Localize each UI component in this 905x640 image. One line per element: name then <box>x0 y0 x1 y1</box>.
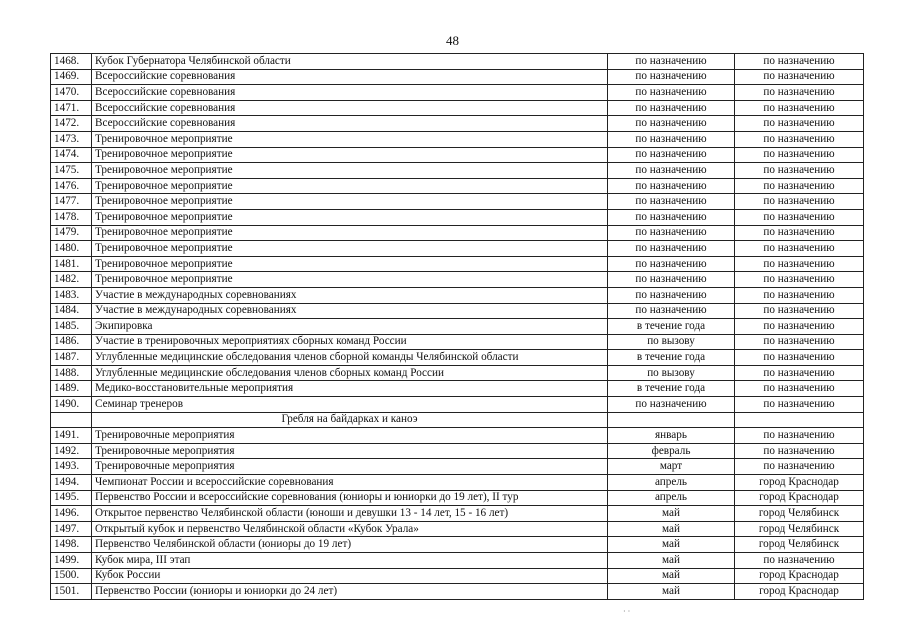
event-location: город Челябинск <box>735 506 864 522</box>
event-date: май <box>608 553 735 569</box>
event-name: Первенство России (юниоры и юниорки до 24 лет) <box>92 584 608 600</box>
event-name: Тренировочное мероприятие <box>92 209 608 225</box>
event-date: в течение года <box>608 350 735 366</box>
event-name: Всероссийские соревнования <box>92 85 608 101</box>
event-name: Экипировка <box>92 319 608 335</box>
event-location: город Краснодар <box>735 568 864 584</box>
table-row <box>51 334 864 350</box>
event-location: город Краснодар <box>735 490 864 506</box>
event-location: по назначению <box>735 241 864 257</box>
event-location: по назначению <box>735 163 864 179</box>
row-number: 1477. <box>51 194 92 210</box>
event-name: Семинар тренеров <box>92 397 608 413</box>
table-row <box>51 381 864 397</box>
event-location: город Челябинск <box>735 521 864 537</box>
event-date: апрель <box>608 490 735 506</box>
row-number: 1482. <box>51 272 92 288</box>
event-name: Всероссийские соревнования <box>92 100 608 116</box>
event-date: по назначению <box>608 303 735 319</box>
table-row <box>51 131 864 147</box>
table-row <box>51 287 864 303</box>
row-number: 1501. <box>51 584 92 600</box>
event-date: по назначению <box>608 85 735 101</box>
row-number: 1492. <box>51 443 92 459</box>
event-name: Углубленные медицинские обследования членов сборной команды Челябинской области <box>92 350 608 366</box>
event-name: Кубок России <box>92 568 608 584</box>
event-name: Тренировочные мероприятия <box>92 428 608 444</box>
row-number: 1481. <box>51 256 92 272</box>
row-number: 1487. <box>51 350 92 366</box>
table-row <box>51 350 864 366</box>
event-name: Углубленные медицинские обследования членов сборных команд России <box>92 365 608 381</box>
event-date: по назначению <box>608 163 735 179</box>
table-row <box>51 568 864 584</box>
scan-mark: · · <box>623 607 631 616</box>
event-date: май <box>608 584 735 600</box>
table-row <box>51 553 864 569</box>
event-name: Тренировочное мероприятие <box>92 131 608 147</box>
table-row <box>51 54 864 70</box>
page-number: 48 <box>446 33 459 48</box>
section-when-cell <box>608 412 735 428</box>
event-date: в течение года <box>608 381 735 397</box>
event-location: по назначению <box>735 116 864 132</box>
event-date: по назначению <box>608 54 735 70</box>
event-date: по назначению <box>608 147 735 163</box>
event-name: Открытое первенство Челябинской области (юноши и девушки 13 - 14 лет, 15 - 16 лет) <box>92 506 608 522</box>
event-name: Тренировочные мероприятия <box>92 443 608 459</box>
table-row <box>51 506 864 522</box>
row-number: 1490. <box>51 397 92 413</box>
event-location: по назначению <box>735 131 864 147</box>
event-date: февраль <box>608 443 735 459</box>
row-number: 1491. <box>51 428 92 444</box>
row-number: 1479. <box>51 225 92 241</box>
row-number: 1475. <box>51 163 92 179</box>
event-name: Первенство Челябинской области (юниоры до 19 лет) <box>92 537 608 553</box>
event-date: май <box>608 521 735 537</box>
table-row <box>51 537 864 553</box>
row-number: 1468. <box>51 54 92 70</box>
table-row <box>51 69 864 85</box>
event-date: по назначению <box>608 131 735 147</box>
event-date: май <box>608 568 735 584</box>
table-row <box>51 209 864 225</box>
event-name: Первенство России и всероссийские соревнования (юниоры и юниорки до 19 лет), II тур <box>92 490 608 506</box>
event-location: по назначению <box>735 225 864 241</box>
event-date: по назначению <box>608 241 735 257</box>
section-num-cell <box>51 412 92 428</box>
table-row <box>51 443 864 459</box>
row-number: 1471. <box>51 100 92 116</box>
event-date: по назначению <box>608 100 735 116</box>
event-name: Чемпионат России и всероссийские соревнования <box>92 475 608 491</box>
row-number: 1494. <box>51 475 92 491</box>
event-location: по назначению <box>735 334 864 350</box>
event-name: Тренировочное мероприятие <box>92 194 608 210</box>
event-location: по назначению <box>735 397 864 413</box>
row-number: 1485. <box>51 319 92 335</box>
event-location: по назначению <box>735 147 864 163</box>
row-number: 1493. <box>51 459 92 475</box>
event-date: по назначению <box>608 209 735 225</box>
row-number: 1498. <box>51 537 92 553</box>
table-row <box>51 303 864 319</box>
event-location: по назначению <box>735 194 864 210</box>
event-name: Участие в международных соревнованиях <box>92 303 608 319</box>
table-row <box>51 365 864 381</box>
event-name: Тренировочное мероприятие <box>92 241 608 257</box>
table-row <box>51 225 864 241</box>
event-location: по назначению <box>735 209 864 225</box>
table-row <box>51 100 864 116</box>
event-location: по назначению <box>735 100 864 116</box>
event-date: по назначению <box>608 69 735 85</box>
event-date: январь <box>608 428 735 444</box>
event-date: апрель <box>608 475 735 491</box>
row-number: 1474. <box>51 147 92 163</box>
events-table-body-top <box>51 54 864 413</box>
event-location: по назначению <box>735 287 864 303</box>
section-header <box>51 412 864 428</box>
event-location: по назначению <box>735 69 864 85</box>
event-location: город Челябинск <box>735 537 864 553</box>
event-name: Тренировочное мероприятие <box>92 178 608 194</box>
event-name: Всероссийские соревнования <box>92 116 608 132</box>
row-number: 1484. <box>51 303 92 319</box>
event-location: по назначению <box>735 459 864 475</box>
event-date: по назначению <box>608 225 735 241</box>
row-number: 1495. <box>51 490 92 506</box>
section-row <box>51 412 864 428</box>
event-location: по назначению <box>735 443 864 459</box>
table-row <box>51 147 864 163</box>
event-location: по назначению <box>735 319 864 335</box>
event-location: по назначению <box>735 381 864 397</box>
row-number: 1470. <box>51 85 92 101</box>
event-location: по назначению <box>735 54 864 70</box>
event-location: город Краснодар <box>735 584 864 600</box>
row-number: 1500. <box>51 568 92 584</box>
row-number: 1473. <box>51 131 92 147</box>
table-row <box>51 584 864 600</box>
table-row <box>51 475 864 491</box>
row-number: 1499. <box>51 553 92 569</box>
table-row <box>51 178 864 194</box>
event-date: по назначению <box>608 194 735 210</box>
event-name: Участие в тренировочных мероприятиях сборных команд России <box>92 334 608 350</box>
event-date: по назначению <box>608 178 735 194</box>
row-number: 1476. <box>51 178 92 194</box>
event-name: Кубок мира, III этап <box>92 553 608 569</box>
row-number: 1469. <box>51 69 92 85</box>
event-location: по назначению <box>735 303 864 319</box>
table-row <box>51 116 864 132</box>
table-row <box>51 256 864 272</box>
event-location: по назначению <box>735 428 864 444</box>
event-location: по назначению <box>735 553 864 569</box>
event-date: по назначению <box>608 116 735 132</box>
event-date: по назначению <box>608 287 735 303</box>
section-title: Гребля на байдарках и каноэ <box>92 412 608 428</box>
event-location: по назначению <box>735 365 864 381</box>
event-name: Тренировочное мероприятие <box>92 225 608 241</box>
table-row <box>51 459 864 475</box>
event-name: Участие в международных соревнованиях <box>92 287 608 303</box>
event-location: по назначению <box>735 178 864 194</box>
row-number: 1486. <box>51 334 92 350</box>
event-location: по назначению <box>735 350 864 366</box>
event-date: май <box>608 506 735 522</box>
event-name: Медико-восстановительные мероприятия <box>92 381 608 397</box>
event-date: по назначению <box>608 272 735 288</box>
section-where-cell <box>735 412 864 428</box>
event-date: по назначению <box>608 256 735 272</box>
table-row <box>51 194 864 210</box>
row-number: 1497. <box>51 521 92 537</box>
event-date: в течение года <box>608 319 735 335</box>
event-name: Тренировочное мероприятие <box>92 147 608 163</box>
row-number: 1478. <box>51 209 92 225</box>
event-date: март <box>608 459 735 475</box>
table-row <box>51 428 864 444</box>
row-number: 1483. <box>51 287 92 303</box>
events-table <box>50 53 864 600</box>
event-date: по вызову <box>608 334 735 350</box>
table-row <box>51 319 864 335</box>
event-name: Открытый кубок и первенство Челябинской области «Кубок Урала» <box>92 521 608 537</box>
row-number: 1488. <box>51 365 92 381</box>
table-row <box>51 163 864 179</box>
row-number: 1489. <box>51 381 92 397</box>
event-location: город Краснодар <box>735 475 864 491</box>
event-date: по вызову <box>608 365 735 381</box>
event-date: по назначению <box>608 397 735 413</box>
table-row <box>51 241 864 257</box>
event-name: Тренировочные мероприятия <box>92 459 608 475</box>
table-row <box>51 85 864 101</box>
event-name: Кубок Губернатора Челябинской области <box>92 54 608 70</box>
event-location: по назначению <box>735 85 864 101</box>
event-name: Тренировочное мероприятие <box>92 272 608 288</box>
table-row <box>51 490 864 506</box>
event-name: Всероссийские соревнования <box>92 69 608 85</box>
events-table-body-bottom <box>51 428 864 600</box>
event-location: по назначению <box>735 256 864 272</box>
table-row <box>51 272 864 288</box>
table-row <box>51 397 864 413</box>
event-date: май <box>608 537 735 553</box>
event-location: по назначению <box>735 272 864 288</box>
row-number: 1480. <box>51 241 92 257</box>
table-row <box>51 521 864 537</box>
row-number: 1496. <box>51 506 92 522</box>
row-number: 1472. <box>51 116 92 132</box>
event-name: Тренировочное мероприятие <box>92 256 608 272</box>
event-name: Тренировочное мероприятие <box>92 163 608 179</box>
